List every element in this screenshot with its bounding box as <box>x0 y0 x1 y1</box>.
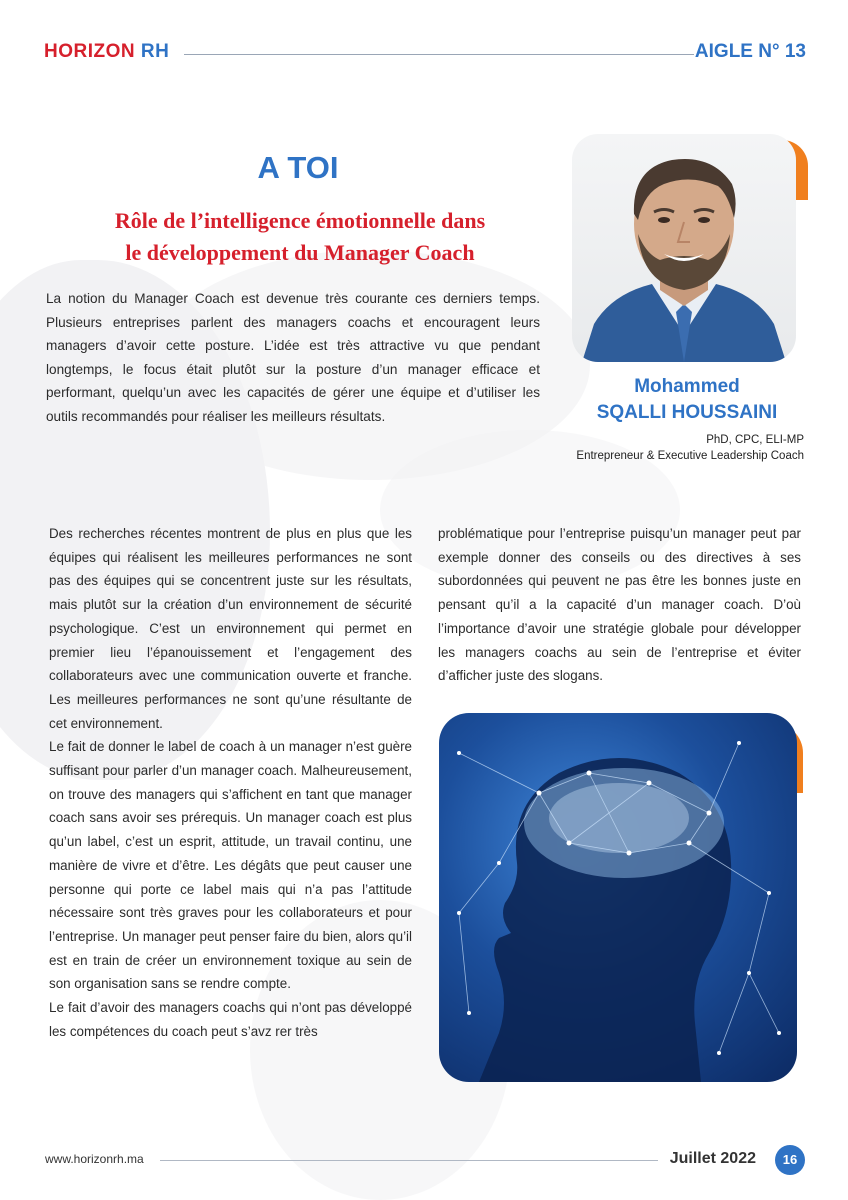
article-column-left <box>49 522 412 1043</box>
brain-network-image <box>439 713 797 1082</box>
brain-illustration-frame <box>439 713 803 1085</box>
intro-paragraph: La notion du Manager Coach est devenue très courante ces derniers temps. Plusieurs entreprises parlent des managers coachs et encouragent leurs managers d’avoir cette posture. L’idée est très attractive vu que pendant longtemps, le focus était plutôt sur la posture d’un manager efficace et performant, quelqu’un avec les capacités de gérer une équipe et d’utiliser les outils recommandés pour réaliser les meilleurs résultats. <box>46 291 540 424</box>
subtitle-line-1: Rôle de l’intelligence émotionnelle dans <box>114 208 486 233</box>
body-paragraph: Le fait de donner le label de coach à un manager n’est guère suffisant pour parler d’un manager coach. Malheureusement, on trouve des managers qui s’affichent en tant que manager coach sans avoir ses prérequis. Un manager coach est plus qu’un label, c’est un esprit, attitude, un travail continu, une manière de vivre et d’être. Les dégâts que peut causer une personne qui porte ce label mais qui n’a pas l’attitude nécessaire sont très graves pour les collaborateurs et pour l’entreprise. Un manager peut penser faire du bien, alors qu’il est en train de créer un environnement toxique au sein de son organisation sans se rendre compte. <box>49 739 412 992</box>
author-first-name: Mohammed <box>634 376 740 397</box>
author-photo <box>572 134 796 362</box>
logo-rh: RH <box>140 41 170 62</box>
author-last-name: SQALLI HOUSSAINI <box>596 402 778 423</box>
author-portrait-frame <box>572 134 802 364</box>
article-subtitle <box>40 205 560 269</box>
footer-divider <box>160 1160 658 1161</box>
author-photo-illustration <box>572 134 796 362</box>
footer-date: Juillet 2022 <box>669 1150 756 1167</box>
footer-url: www.horizonrh.ma <box>45 1152 144 1166</box>
body-paragraph: Des recherches récentes montrent de plus en plus que les équipes qui réalisent les meilleures performances ne sont pas des équipes qui se concentrent juste sur les résultats, mais plutôt sur la création d’un environnement de sécurité psychologique. C’est un environnement qui permet en premier lieu l’épanouissement et l’engagement des collaborateurs avec une communication ouverte et franche. Les meilleures performances ne sont qu’une résultante de cet environnement. <box>49 526 412 731</box>
body-paragraph: Le fait d’avoir des managers coachs qui n’ont pas développé les compétences du coach peut s’avz rer très <box>49 1000 412 1039</box>
section-title: A TOI <box>257 150 339 185</box>
header-divider <box>184 54 694 55</box>
magazine-logo <box>44 41 169 63</box>
brain-network-illustration <box>439 713 797 1082</box>
page-number: 16 <box>775 1145 805 1175</box>
logo-horizon: HORIZON <box>44 41 136 62</box>
author-role: Entrepreneur & Executive Leadership Coach <box>576 450 804 462</box>
body-paragraph: problématique pour l’entreprise puisqu’un manager peut par exemple donner des conseils ou des directives à ses subordonnées qui peuvent ne pas être les bonnes juste en pensant qu’il a la capacité d’un manager coach. D’où l’importance d’avoir une stratégie globale pour développer les managers coachs au sein de l’entreprise et éviter d’afficher juste des slogans. <box>438 526 801 684</box>
author-credentials: PhD, CPC, ELI-MP <box>706 434 804 446</box>
subtitle-line-2: le développement du Manager Coach <box>125 240 475 265</box>
issue-label: AIGLE N° 13 <box>694 41 806 62</box>
article-column-right <box>438 522 801 688</box>
